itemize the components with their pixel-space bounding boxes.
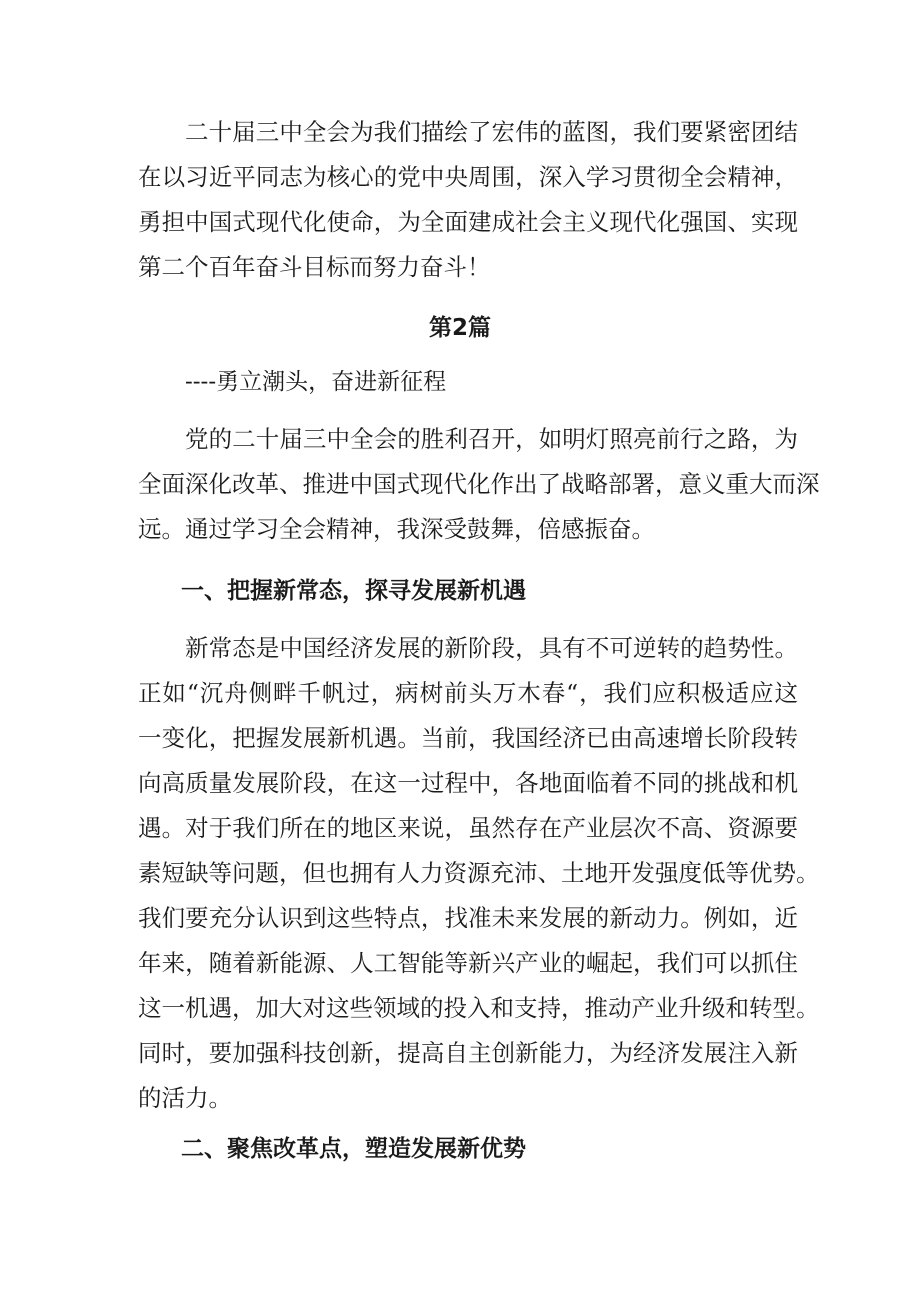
paragraph-line: 一变化，把握发展新机遇。当前，我国经济已由高速增长阶段转 xyxy=(138,724,798,752)
paragraph-line: 在以习近平同志为核心的党中央周围，深入学习贯彻全会精神， xyxy=(138,163,798,191)
paragraph-line: 素短缺等问题，但也拥有人力资源充沛、土地开发强度低等优势。 xyxy=(138,859,820,887)
paragraph-line: 远。通过学习全会精神，我深受鼓舞，倍感振奋。 xyxy=(138,515,655,543)
paragraph-line: 第二个百年奋斗目标而努力奋斗！ xyxy=(138,253,491,281)
paragraph-line: 勇担中国式现代化使命，为全面建成社会主义现代化强国、实现 xyxy=(138,208,798,236)
paragraph-line: 二十届三中全会为我们描绘了宏伟的蓝图，我们要紧密团结 xyxy=(185,118,798,146)
paragraph-line: 新常态是中国经济发展的新阶段，具有不可逆转的趋势性。 xyxy=(185,634,798,662)
paragraph-line: 同时，要加强科技创新，提高自主创新能力，为经济发展注入新 xyxy=(138,1039,798,1067)
article-title: 第2篇 xyxy=(428,315,491,341)
paragraph-line: 这一机遇，加大对这些领域的投入和支持，推动产业升级和转型。 xyxy=(138,994,820,1022)
article-subtitle: ----勇立潮头，奋进新征程 xyxy=(185,369,447,395)
section-heading: 二、聚焦改革点，塑造发展新优势 xyxy=(181,1136,526,1162)
paragraph-line: 我们要充分认识到这些特点，找准未来发展的新动力。例如，近 xyxy=(138,904,798,932)
paragraph-line: 正如“沉舟侧畔千帆过，病树前头万木春“，我们应积极适应这 xyxy=(138,679,798,707)
paragraph-line: 党的二十届三中全会的胜利召开，如明灯照亮前行之路，为 xyxy=(185,425,798,453)
paragraph-line: 向高质量发展阶段，在这一过程中，各地面临着不同的挑战和机 xyxy=(138,769,798,797)
paragraph-line: 遇。对于我们所在的地区来说，虽然存在产业层次不高、资源要 xyxy=(138,814,798,842)
paragraph-line: 年来，随着新能源、人工智能等新兴产业的崛起，我们可以抓住 xyxy=(138,949,798,977)
paragraph-line: 的活力。 xyxy=(138,1084,232,1112)
section-heading: 一、把握新常态，探寻发展新机遇 xyxy=(181,578,526,604)
paragraph-line: 全面深化改革、推进中国式现代化作出了战略部署，意义重大而深 xyxy=(138,470,820,498)
